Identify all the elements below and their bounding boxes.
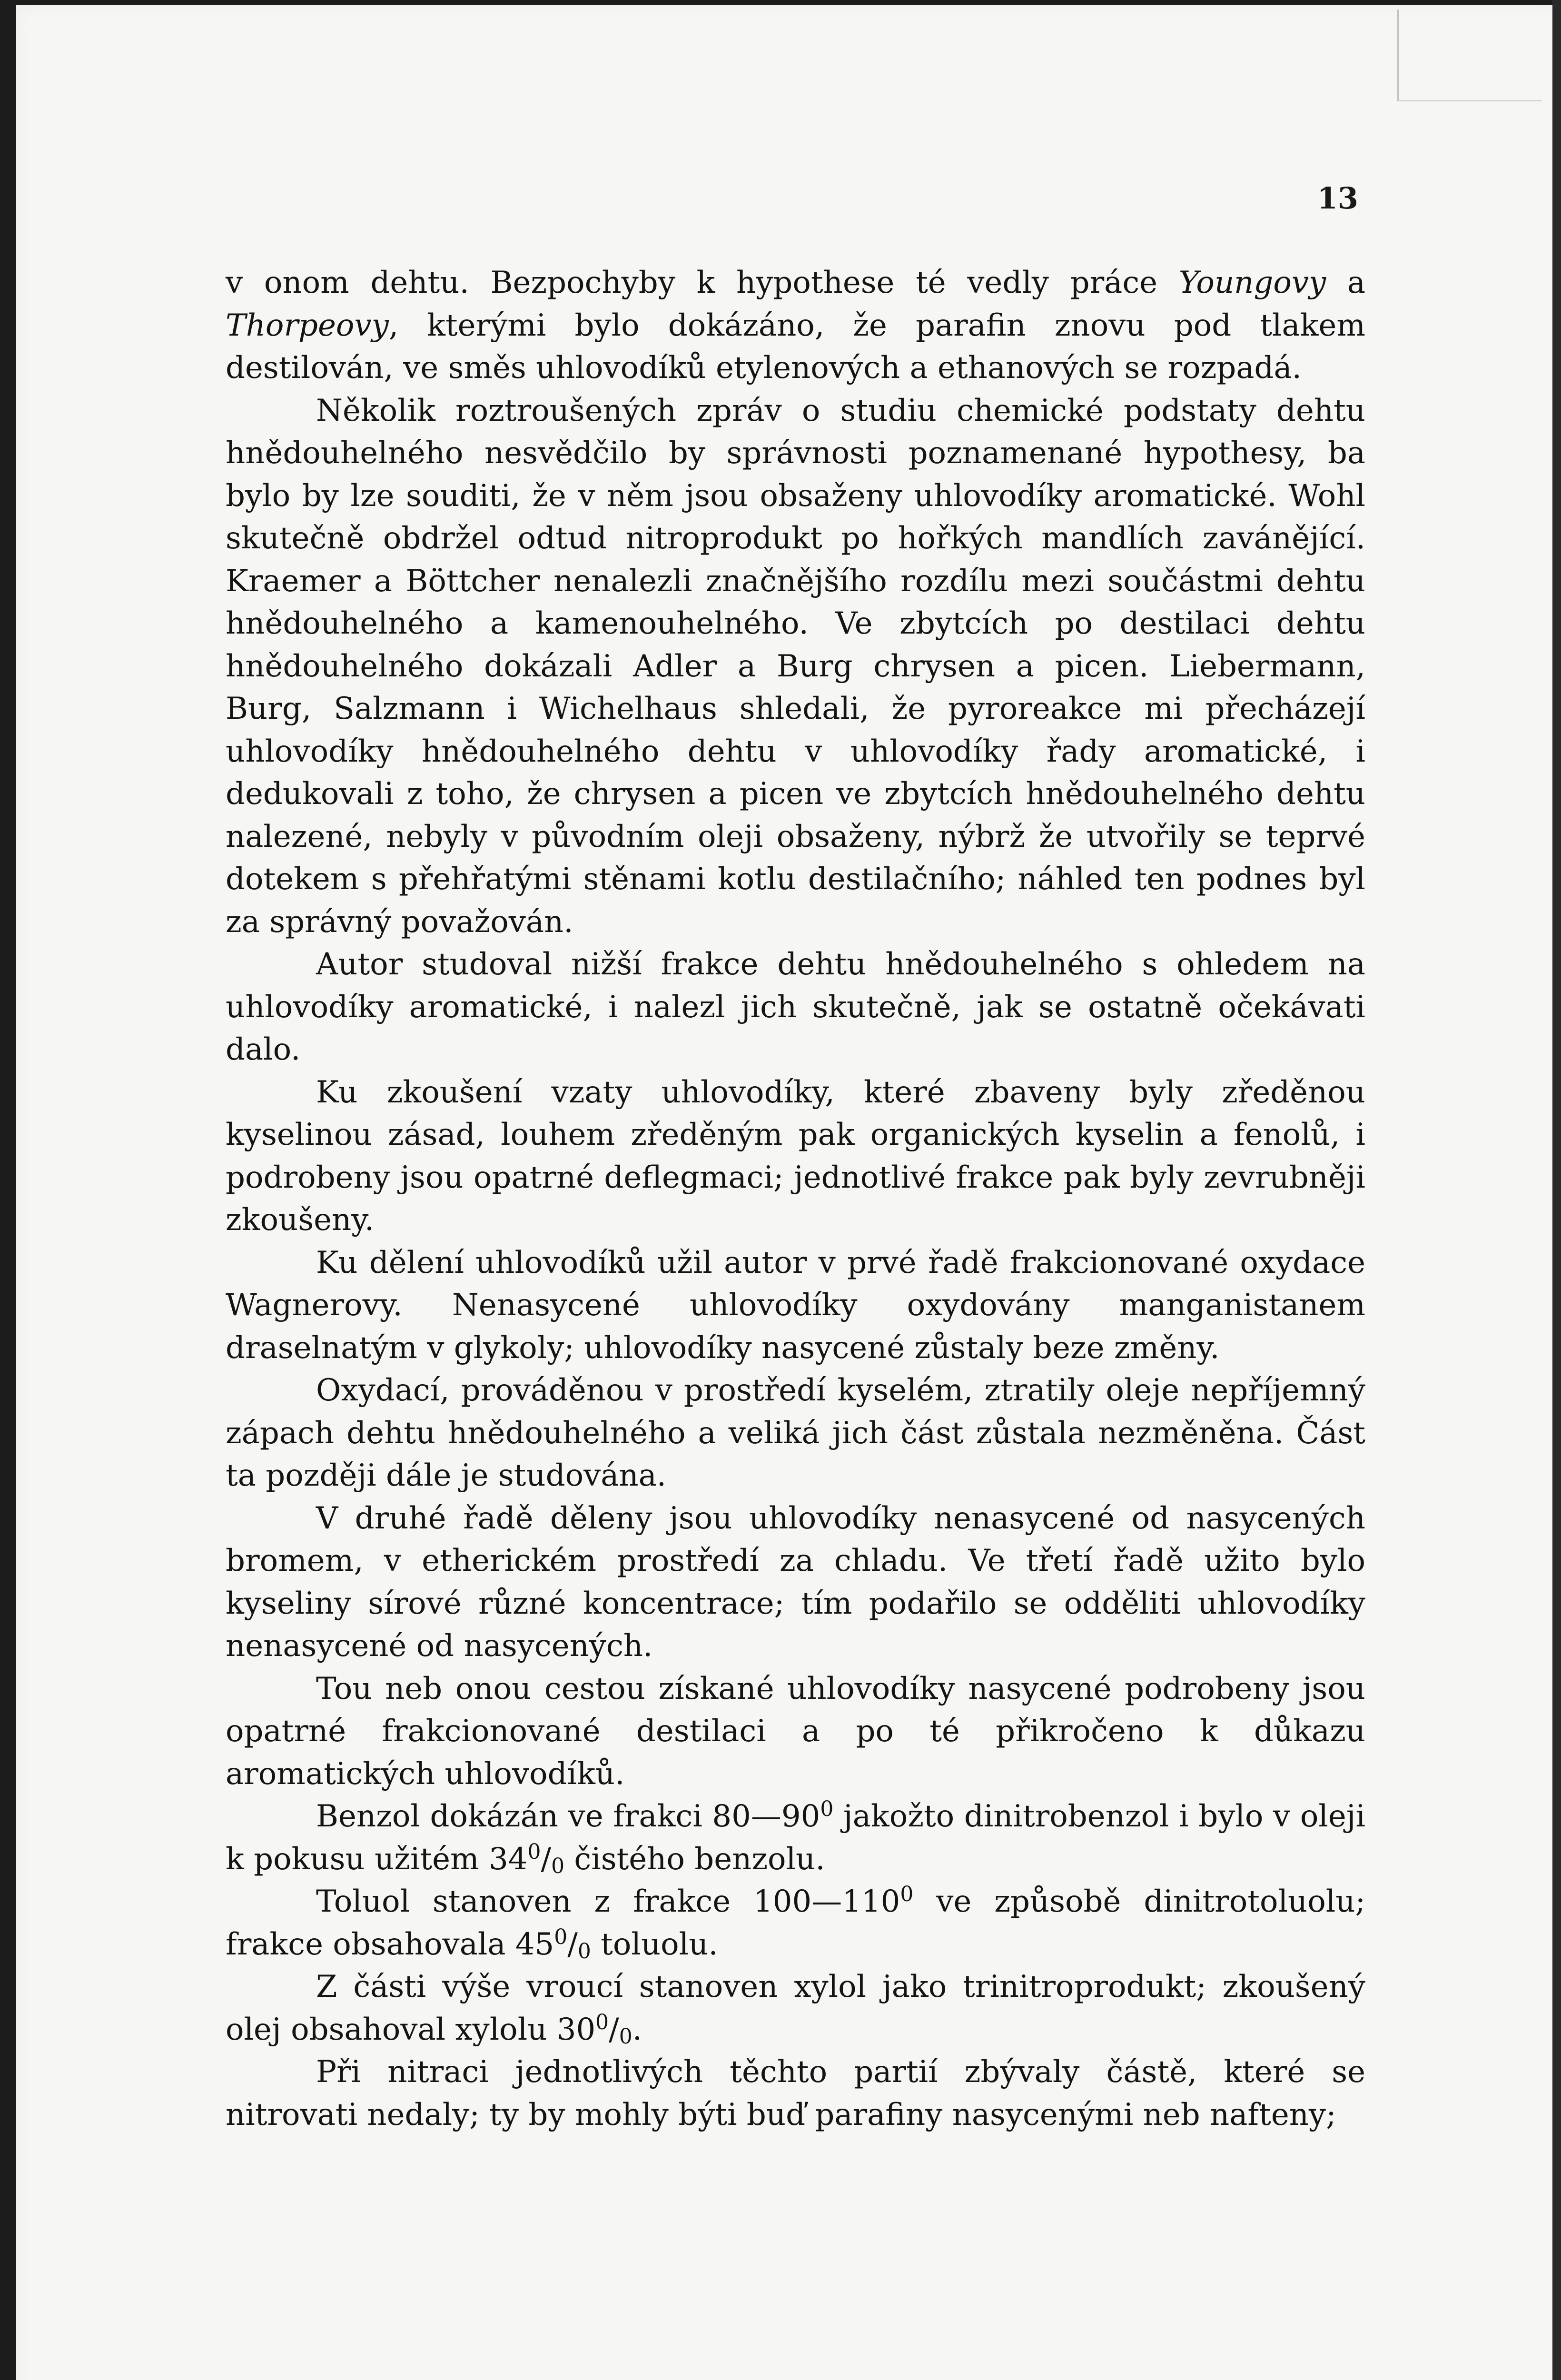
book-page	[16, 5, 1561, 2380]
percent-sign-bottom: 0	[619, 2024, 632, 2049]
percent-sign-top: 0	[527, 1839, 541, 1864]
author-name-italic: Youngovy	[1178, 265, 1326, 300]
page-number: 13	[1317, 181, 1358, 216]
paragraph: Autor studoval nižší frakce dehtu hnědouhelného s ohledem na uhlovodíky aromatické, i nalezl jich skutečně, jak se ostatně očekávati dalo.	[226, 947, 1365, 1067]
paragraph: v onom dehtu. Bezpochyby k hypothese té vedly práce Youngovy a Thorpeovy, kterými bylo dokázáno, že parafin znovu pod tlakem destilován, ve směs uhlovodíků etylenových a ethanových se rozpadá.	[226, 265, 1366, 386]
paragraph: Benzol dokázán ve frakci $80—90^0$ jakožto dinitrobenzol i bylo v oleji k pokusu užitém $34^0/_0$ čistého benzolu.	[226, 1797, 1366, 1878]
paragraph: Tou neb onou cestou získané uhlovodíky nasycené podrobeny jsou opatrné frakcionované destilaci a po té přikročeno k důkazu aromatických uhlovodíků.	[226, 1671, 1365, 1792]
percent-sign-bottom: 0	[551, 1854, 565, 1878]
degree-sign: 0	[900, 1882, 914, 1906]
paragraph: Ku zkoušení vzaty uhlovodíky, které zbaveny byly zředěnou kyselinou zásad, louhem zředěným pak organických kyselin a fenolů, i podrobeny jsou opatrné deflegmaci; jednotlivé frakce pak byly zevrubněji zkoušeny.	[226, 1074, 1365, 1238]
paragraph: Ku dělení uhlovodíků užil autor v prvé řadě frakcionované oxydace Wagnerovy. Nenasycené uhlovodíky oxydovány manganistanem draselnatým v glykoly; uhlovodíky nasycené zůstaly beze změny.	[226, 1245, 1365, 1366]
author-name-italic: Thorpeovy	[226, 307, 389, 343]
scan-edge-right	[1552, 0, 1561, 2380]
scan-corner-mark	[1397, 10, 1542, 101]
paragraph: Oxydací, prováděnou v prostředí kyselém, ztratily oleje nepříjemný zápach dehtu hnědouhelného a veliká jich část zůstala nezměněna. Část ta později dále je studována.	[226, 1373, 1365, 1493]
paragraph: V druhé řadě děleny jsou uhlovodíky nenasycené od nasycených bromem, v etherickém prostředí za chladu. Ve třetí řadě užito bylo kyseliny sírové různé koncentrace; tím podařilo se odděliti uhlovodíky nenasycené od nasycených.	[226, 1500, 1365, 1664]
percent-sign-top: 0	[554, 1924, 568, 1949]
paragraph: Toluol stanoven z frakce $100—110^0$ ve způsobě dinitrotoluolu; frakce obsahovala $45^0/_0$ toluolu.	[226, 1882, 1366, 1964]
percent-sign-bottom: 0	[577, 1939, 591, 1964]
degree-sign: 0	[820, 1797, 834, 1821]
body-text	[226, 262, 1365, 2136]
paragraph: Několik roztroušených zpráv o studiu chemické podstaty dehtu hnědouhelného nesvědčilo by správnosti poznamenané hypothesy, ba bylo by lze souditi, že v něm jsou obsaženy uhlovodíky aromatické. Wohl skutečně obdržel odtud nitroprodukt po hořkých mandlích zavánějící. Kraemer a Böttcher nenalezli značnějšího rozdílu mezi součástmi dehtu hnědouhelného a kamenouhelného. Ve zbytcích po destilaci dehtu hnědouhelného dokázali Adler a Burg chrysen a picen. Liebermann, Burg, Salzmann i Wichelhaus shledali, že pyroreakce mi přecházejí uhlovodíky hnědouhelného dehtu v uhlovodíky řady aromatické, i dedukovali z toho, že chrysen a picen ve zbytcích hnědouhelného dehtu nalezené, nebyly v původním oleji obsaženy, nýbrž že utvořily se teprvé dotekem s přehřatými stěnami kotlu destilačního; náhled ten podnes byl za správný považován.	[226, 393, 1365, 940]
paragraph: Z části výše vroucí stanoven xylol jako trinitroprodukt; zkoušený olej obsahoval xylolu $30^0/_0$.	[226, 1969, 1365, 2049]
paragraph: Při nitraci jednotlivých těchto partií zbývaly částě, které se nitrovati nedaly; ty by mohly býti buď parafiny nasycenými neb nafteny;	[226, 2054, 1365, 2132]
percent-sign-top: 0	[595, 2010, 609, 2034]
